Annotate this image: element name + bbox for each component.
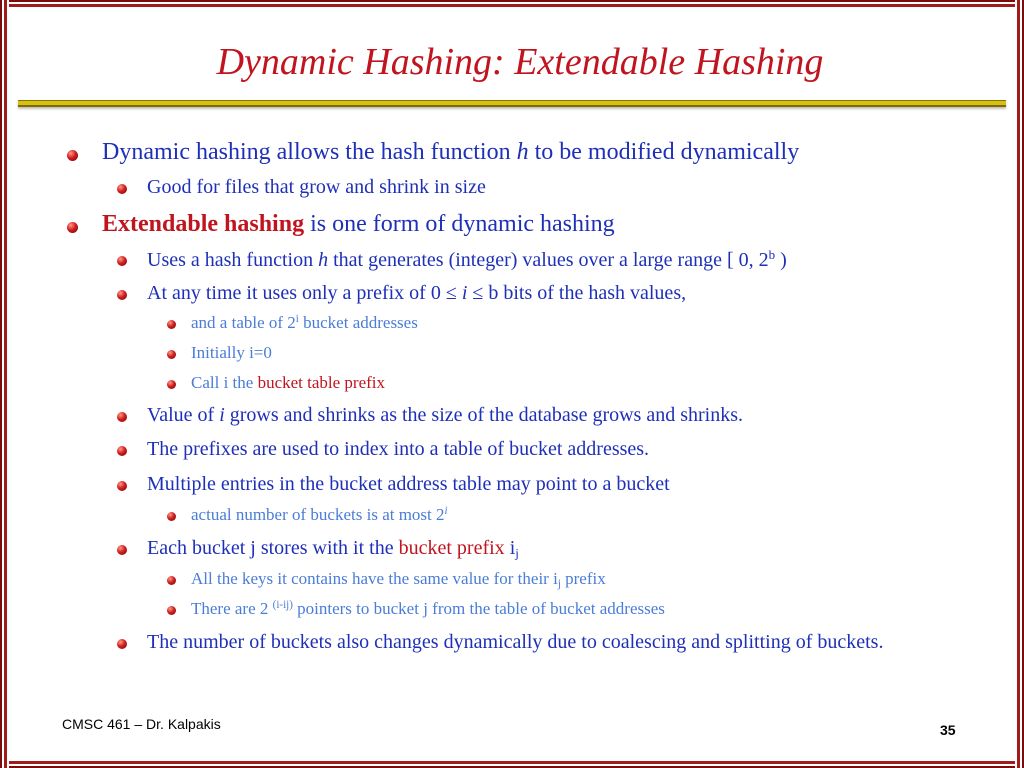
bullet-text: grows and shrinks as the size of the database grows and shrinks. xyxy=(224,404,743,426)
slide-title: Dynamic Hashing: Extendable Hashing xyxy=(216,41,824,83)
bullet-text: Dynamic hashing allows the hash function xyxy=(102,139,517,165)
bullet-text: actual number of buckets is at most 2 xyxy=(191,505,445,525)
bullet-icon xyxy=(117,639,127,649)
bullet-icon xyxy=(117,446,127,456)
superscript: b xyxy=(768,247,776,262)
bullet-text: prefix xyxy=(560,569,606,588)
bullet-value-of-i xyxy=(147,403,1007,427)
bullet-text: At any time it uses only a prefix of 0 ≤ xyxy=(147,282,462,304)
bullet-bucket-prefix xyxy=(147,536,1007,561)
bullet-text: ) xyxy=(775,249,787,272)
bullet-multiple-entries: Multiple entries in the bucket address table may point to a bucket xyxy=(147,473,670,495)
bullet-icon xyxy=(167,576,176,585)
bullet-icon xyxy=(117,184,127,194)
bullet-icon xyxy=(117,256,127,266)
subscript: j xyxy=(557,577,561,590)
bullet-text: Uses a hash function xyxy=(147,249,319,272)
bullet-prefixes-index: The prefixes are used to index into a table of bucket addresses. xyxy=(147,438,650,460)
bullet-text: and a table of 2 xyxy=(191,313,296,333)
highlight-term: bucket table prefix xyxy=(257,373,386,392)
superscript: i xyxy=(444,505,448,517)
bullet-extendable-hashing xyxy=(102,210,1002,239)
bullet-text: There are 2 xyxy=(191,599,273,619)
superscript: (i-ij) xyxy=(272,599,293,611)
bullet-text: Call i the xyxy=(191,373,258,392)
bullet-text: All the keys it contains have the same value for their i xyxy=(191,569,558,588)
bullet-text: i xyxy=(504,537,516,559)
bullet-icon xyxy=(117,290,127,300)
bullet-icon xyxy=(167,380,176,389)
prefix-symbol: i xyxy=(461,282,468,304)
bullet-icon xyxy=(167,606,176,615)
bullet-actual-number xyxy=(191,505,991,525)
bullet-text: bucket addresses xyxy=(298,313,418,333)
subscript: j xyxy=(515,545,519,561)
bullet-icon xyxy=(117,412,127,422)
bullet-uses-hash-function xyxy=(147,247,1007,272)
bullet-good-for-files: Good for files that grow and shrink in size xyxy=(147,176,486,198)
highlight-term: Extendable hashing xyxy=(102,211,305,237)
bullet-icon xyxy=(117,481,127,491)
bullet-text: is one form of dynamic hashing xyxy=(304,211,615,237)
bullet-pointers xyxy=(191,599,991,619)
page-number: 35 xyxy=(940,722,956,738)
hash-symbol: h xyxy=(318,249,329,272)
prefix-symbol: i xyxy=(219,404,225,426)
superscript: i xyxy=(295,313,299,325)
hash-symbol: h xyxy=(516,139,529,165)
bullet-icon xyxy=(167,350,176,359)
bullet-text: to be modified dynamically xyxy=(528,139,800,165)
bullet-text: that generates (integer) values over a large range [ 0, 2 xyxy=(328,249,769,272)
bullet-text: ≤ b bits of the hash values, xyxy=(467,282,687,304)
bullet-call-prefix xyxy=(191,373,991,393)
bullet-text: Value of xyxy=(147,404,220,426)
bullet-prefix-bits xyxy=(147,281,1007,305)
bullet-icon xyxy=(117,545,127,555)
bullet-number-of-buckets: The number of buckets also changes dynamically due to coalescing and splitting of buckets. xyxy=(147,631,884,653)
highlight-term: bucket prefix xyxy=(398,537,505,559)
bullet-icon xyxy=(67,222,78,233)
bullet-table-of-addresses xyxy=(191,313,991,333)
bullet-icon xyxy=(67,150,78,161)
footer-course: CMSC 461 – Dr. Kalpakis xyxy=(62,716,221,732)
bullet-initially: Initially i=0 xyxy=(191,343,272,362)
bullet-icon xyxy=(167,320,176,329)
bullet-dynamic-hashing xyxy=(102,138,1002,167)
bullet-same-prefix xyxy=(191,569,991,591)
bullet-text: pointers to bucket j from the table of bucket addresses xyxy=(292,599,665,619)
bullet-text: Each bucket j stores with it the xyxy=(147,537,399,559)
bullet-icon xyxy=(167,512,176,521)
